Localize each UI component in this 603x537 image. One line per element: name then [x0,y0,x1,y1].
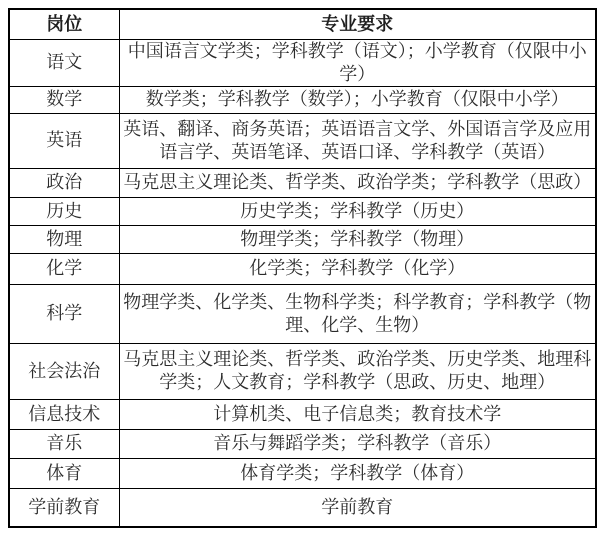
position-cell: 数学 [9,86,119,113]
table-row-yuwen [9,39,596,86]
position-cell: 科学 [9,284,119,343]
requirement-cell: 英语、翻译、商务英语；英语语言文学、外国语言学及应用语言学、英语笔译、英语口译、学科教学（英语） [119,113,596,168]
table-row-shuxue [9,86,596,113]
requirement-cell: 历史学类；学科教学（历史） [119,197,596,225]
position-requirements-table [8,8,597,528]
position-cell: 信息技术 [9,399,119,429]
position-cell: 政治 [9,168,119,197]
position-cell: 英语 [9,113,119,168]
table-header-row [9,9,596,39]
table-row-yinyue [9,429,596,458]
table-row-yingyu [9,113,596,168]
position-cell: 音乐 [9,429,119,458]
table-row-kexue [9,284,596,343]
requirement-cell: 物理学类、化学类、生物科学类；科学教育；学科教学（物理、化学、生物） [119,284,596,343]
requirement-cell: 中国语言文学类；学科教学（语文）；小学教育（仅限中小学） [119,39,596,86]
position-cell: 社会法治 [9,343,119,399]
header-requirement: 专业要求 [119,9,596,39]
table-row-tiyu [9,458,596,488]
requirement-cell: 数学类；学科教学（数学）；小学教育（仅限中小学） [119,86,596,113]
position-cell: 化学 [9,253,119,284]
requirement-cell: 化学类；学科教学（化学） [119,253,596,284]
requirement-cell: 学前教育 [119,488,596,527]
position-cell: 语文 [9,39,119,86]
position-cell: 历史 [9,197,119,225]
requirement-cell: 马克思主义理论类、哲学类、政治学类；学科教学（思政） [119,168,596,197]
table-row-wuli [9,225,596,253]
position-cell: 体育 [9,458,119,488]
table-row-xueqianjiaoyu [9,488,596,527]
position-cell: 学前教育 [9,488,119,527]
table-row-shehuifazhi [9,343,596,399]
position-cell: 物理 [9,225,119,253]
table-row-huaxue [9,253,596,284]
table-row-lishi [9,197,596,225]
requirement-cell: 计算机类、电子信息类；教育技术学 [119,399,596,429]
header-position: 岗位 [9,9,119,39]
requirement-cell: 体育学类；学科教学（体育） [119,458,596,488]
requirement-cell: 马克思主义理论类、哲学类、政治学类、历史学类、地理科学类；人文教育；学科教学（思政、历史、地理） [119,343,596,399]
table-row-xinxijishu [9,399,596,429]
requirement-cell: 物理学类；学科教学（物理） [119,225,596,253]
table-row-zhengzhi [9,168,596,197]
requirement-cell: 音乐与舞蹈学类；学科教学（音乐） [119,429,596,458]
